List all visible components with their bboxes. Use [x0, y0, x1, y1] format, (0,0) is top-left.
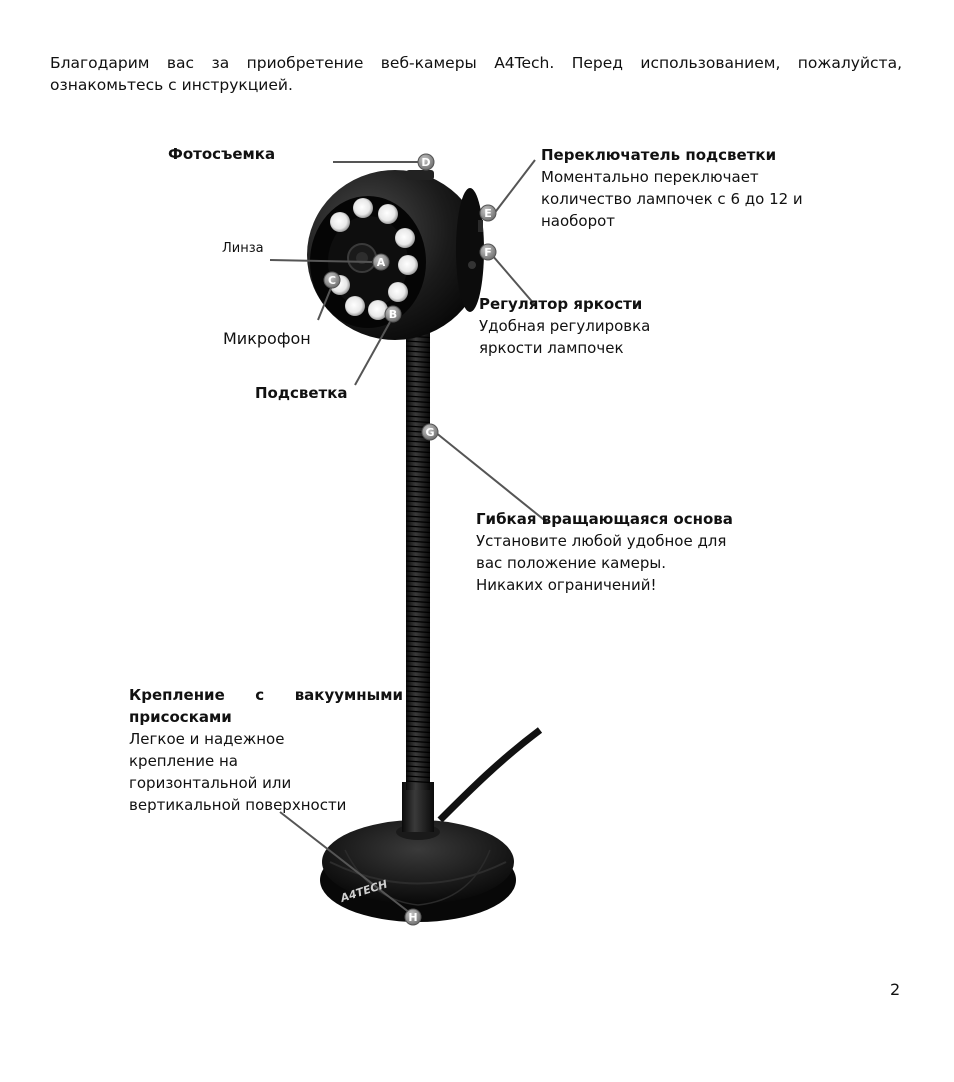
led-light [388, 282, 408, 302]
mount-title-2: присосками [129, 708, 232, 726]
brightness-callout [479, 293, 739, 359]
marker-e [480, 205, 496, 221]
svg-text:D: D [421, 156, 431, 169]
marker-g [422, 424, 438, 440]
mount-callout [129, 684, 403, 816]
led-light [345, 296, 365, 316]
switch-desc-3: наоборот [541, 212, 616, 230]
marker-c [324, 272, 340, 288]
gooseneck [406, 330, 430, 790]
svg-text:H: H [408, 911, 418, 924]
page-number: 2 [890, 980, 901, 999]
base-desc-2: вас положение камеры. [476, 554, 667, 572]
mount-desc-2: крепление на [129, 752, 238, 770]
label-backlight: Подсветка [255, 384, 348, 402]
svg-text:A: A [376, 256, 386, 269]
base-desc-3: Никаких ограничений! [476, 576, 657, 594]
svg-text:G: G [425, 426, 435, 439]
base-desc-1: Установите любой удобное для [476, 532, 727, 550]
brightness-desc-1: Удобная регулировка [479, 317, 651, 335]
led-light [368, 300, 388, 320]
marker-b [385, 306, 401, 322]
mount-title-1: Крепление с вакуумными [129, 686, 403, 704]
marker-h [405, 909, 421, 925]
svg-text:F: F [484, 246, 492, 259]
brand-logo: A4TECH [338, 877, 390, 905]
brightness-desc-2: яркости лампочек [479, 339, 624, 357]
usb-cable [440, 730, 540, 820]
label-microphone: Микрофон [223, 329, 311, 348]
marker-d [418, 154, 434, 170]
marker-a [373, 254, 389, 270]
led-light [398, 255, 418, 275]
svg-text:B: B [388, 308, 398, 321]
mount-desc-1: Легкое и надежное [129, 730, 285, 748]
mount-desc-3: горизонтальной или [129, 774, 292, 792]
base-title: Гибкая вращающаяся основа [476, 510, 733, 528]
led-light [353, 198, 373, 218]
svg-text:E: E [484, 207, 492, 220]
brightness-title: Регулятор яркости [479, 295, 643, 313]
intro-paragraph: Благодарим вас за приобретение веб-камеры A4Tech. Перед использованием, пожалуйста, ознакомьтесь с инструкцией. [50, 54, 902, 94]
base-callout [476, 508, 796, 596]
marker-f [480, 244, 496, 260]
switch-desc-2: количество лампочек с 6 до 12 и [541, 190, 803, 208]
switch-desc-1: Моментально переключает [541, 168, 759, 186]
label-lens: Линза [222, 241, 264, 256]
led-light [330, 212, 350, 232]
led-light [395, 228, 415, 248]
mount-desc-4: вертикальной поверхности [129, 796, 347, 814]
switch-title: Переключатель подсветки [541, 146, 777, 164]
svg-text:C: C [327, 274, 337, 287]
switch-callout [541, 144, 861, 232]
led-light [378, 204, 398, 224]
label-photo: Фотосъемка [168, 145, 276, 163]
